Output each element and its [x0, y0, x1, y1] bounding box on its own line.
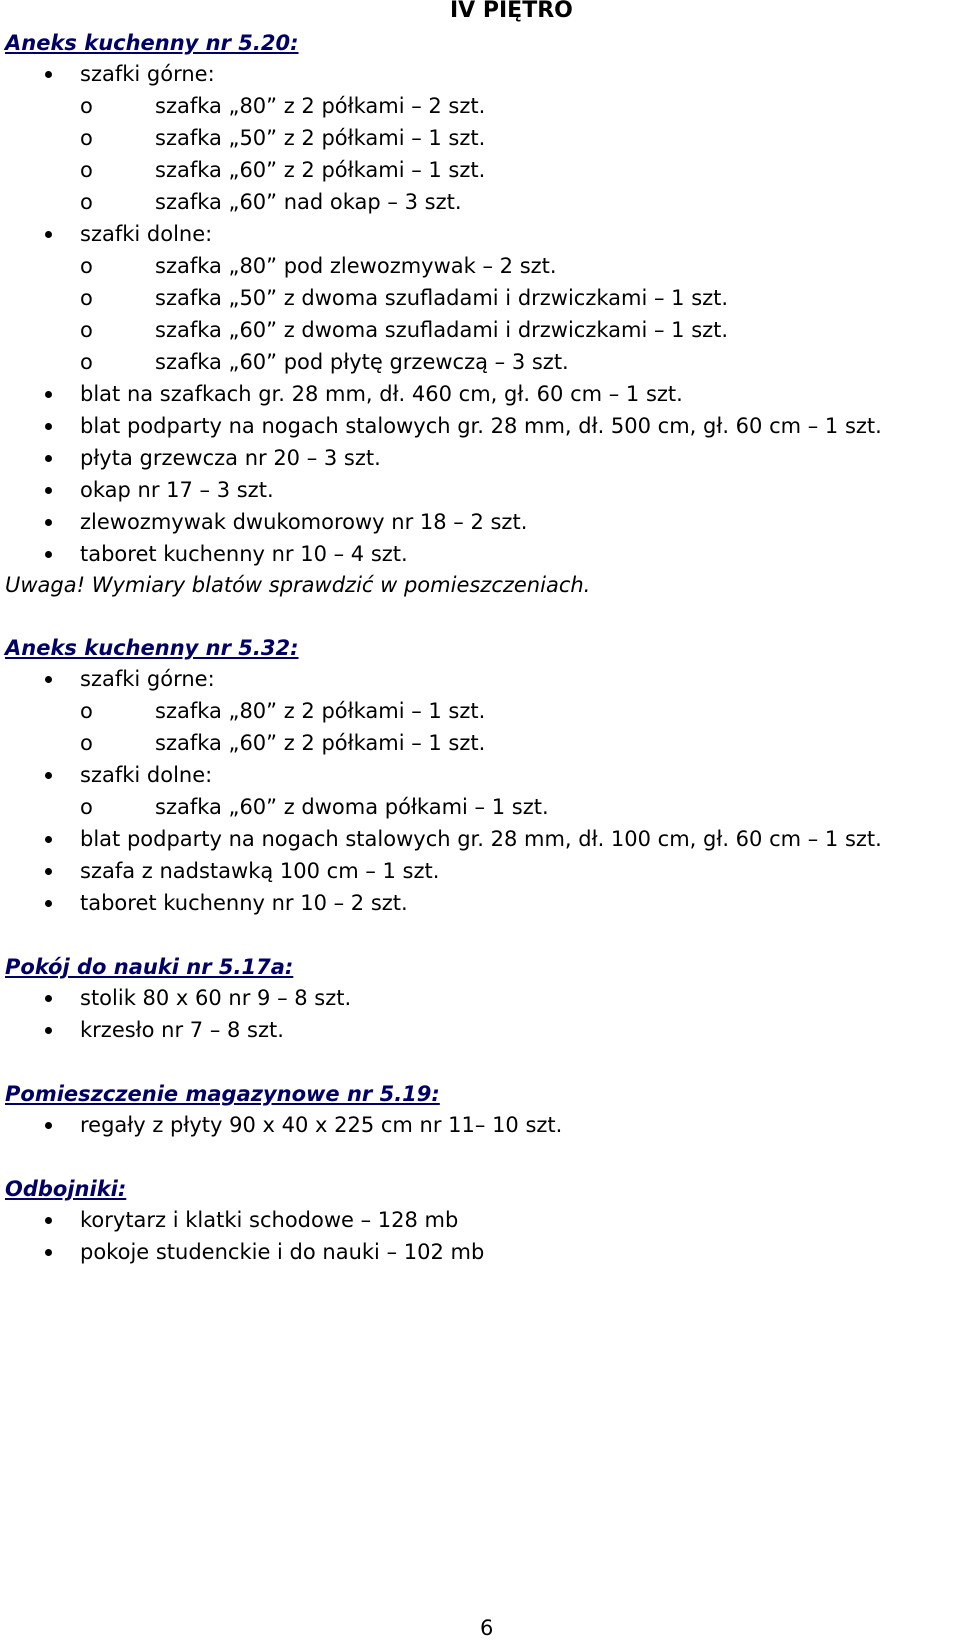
sub-list-item-text: szafka „80” z 2 półkami – 2 szt.: [155, 94, 486, 118]
sub-list-item-text: szafka „80” z 2 półkami – 1 szt.: [155, 699, 486, 723]
section-title: Aneks kuchenny nr 5.20:: [5, 31, 299, 55]
section-title: Pokój do nauki nr 5.17a:: [5, 955, 294, 979]
sub-list-item-text: szafka „60” z dwoma szufladami i drzwiczkami – 1 szt.: [155, 318, 729, 342]
sub-list-item: [80, 90, 955, 122]
circle-bullet-icon: o: [80, 190, 93, 214]
circle-bullet-icon: o: [80, 126, 93, 150]
list-item-text: szafki górne:: [80, 62, 215, 86]
bullet-icon: [45, 1122, 52, 1129]
bullet-icon: [45, 1027, 52, 1034]
list-item: [5, 663, 955, 759]
section: [5, 1079, 955, 1174]
list-item: [5, 1236, 955, 1268]
sub-list: [80, 250, 955, 378]
section: [5, 952, 955, 1079]
circle-bullet-icon: o: [80, 318, 93, 342]
sub-list-item-text: szafka „60” pod płytę grzewczą – 3 szt.: [155, 350, 569, 374]
page-header: IV PIĘTRO: [450, 0, 573, 23]
list-item: [5, 887, 955, 919]
bullet-icon: [45, 455, 52, 462]
list-item-text: taboret kuchenny nr 10 – 4 szt.: [80, 542, 408, 566]
sub-list-item: [80, 727, 955, 759]
item-list: [5, 1109, 955, 1141]
list-item-text: szafki dolne:: [80, 222, 213, 246]
list-item: [5, 538, 955, 570]
item-list: [5, 982, 955, 1046]
sub-list: [80, 695, 955, 759]
item-list: [5, 1204, 955, 1268]
sub-list-item: [80, 314, 955, 346]
list-item-text: taboret kuchenny nr 10 – 2 szt.: [80, 891, 408, 915]
list-item: [5, 442, 955, 474]
list-item-text: okap nr 17 – 3 szt.: [80, 478, 274, 502]
circle-bullet-icon: o: [80, 795, 93, 819]
list-item: [5, 982, 955, 1014]
list-item: [5, 506, 955, 538]
bullet-icon: [45, 676, 52, 683]
list-item-text: stolik 80 x 60 nr 9 – 8 szt.: [80, 986, 352, 1010]
sub-list-item-text: szafka „60” z 2 półkami – 1 szt.: [155, 158, 486, 182]
list-item: [5, 855, 955, 887]
list-item-text: blat na szafkach gr. 28 mm, dł. 460 cm, gł. 60 cm – 1 szt.: [80, 382, 683, 406]
document-body: [5, 28, 955, 1268]
list-item-text: blat podparty na nogach stalowych gr. 28 mm, dł. 500 cm, gł. 60 cm – 1 szt.: [80, 414, 882, 438]
list-item-text: regały z płyty 90 x 40 x 225 cm nr 11– 10 szt.: [80, 1113, 563, 1137]
bullet-icon: [45, 995, 52, 1002]
list-item: [5, 759, 955, 823]
bullet-icon: [45, 487, 52, 494]
list-item: [5, 1204, 955, 1236]
circle-bullet-icon: o: [80, 158, 93, 182]
section: [5, 28, 955, 633]
list-item-text: zlewozmywak dwukomorowy nr 18 – 2 szt.: [80, 510, 528, 534]
sub-list-item: [80, 346, 955, 378]
list-item-text: korytarz i klatki schodowe – 128 mb: [80, 1208, 459, 1232]
bullet-icon: [45, 519, 52, 526]
sub-list-item: [80, 154, 955, 186]
list-item: [5, 58, 955, 218]
section: [5, 633, 955, 952]
sub-list-item-text: szafka „60” z 2 półkami – 1 szt.: [155, 731, 486, 755]
circle-bullet-icon: o: [80, 254, 93, 278]
list-item-text: szafki górne:: [80, 667, 215, 691]
section-title: Aneks kuchenny nr 5.32:: [5, 636, 299, 660]
bullet-icon: [45, 900, 52, 907]
circle-bullet-icon: o: [80, 699, 93, 723]
list-item: [5, 474, 955, 506]
list-item: [5, 378, 955, 410]
list-item-text: szafki dolne:: [80, 763, 213, 787]
bullet-icon: [45, 423, 52, 430]
sub-list-item-text: szafka „60” nad okap – 3 szt.: [155, 190, 462, 214]
sub-list-item: [80, 791, 955, 823]
sub-list-item-text: szafka „80” pod zlewozmywak – 2 szt.: [155, 254, 557, 278]
sub-list: [80, 791, 955, 823]
bullet-icon: [45, 1249, 52, 1256]
list-item-text: blat podparty na nogach stalowych gr. 28 mm, dł. 100 cm, gł. 60 cm – 1 szt.: [80, 827, 882, 851]
bullet-icon: [45, 231, 52, 238]
list-item: [5, 410, 955, 442]
sub-list-item-text: szafka „50” z dwoma szufladami i drzwiczkami – 1 szt.: [155, 286, 729, 310]
list-item: [5, 218, 955, 378]
bullet-icon: [45, 391, 52, 398]
section-title: Pomieszczenie magazynowe nr 5.19:: [5, 1082, 440, 1106]
bullet-icon: [45, 1217, 52, 1224]
item-list: [5, 663, 955, 919]
circle-bullet-icon: o: [80, 286, 93, 310]
bullet-icon: [45, 868, 52, 875]
list-item: [5, 1109, 955, 1141]
sub-list-item: [80, 250, 955, 282]
bullet-icon: [45, 772, 52, 779]
section-title: Odbojniki:: [5, 1177, 127, 1201]
circle-bullet-icon: o: [80, 731, 93, 755]
bullet-icon: [45, 836, 52, 843]
list-item: [5, 823, 955, 855]
list-item-text: płyta grzewcza nr 20 – 3 szt.: [80, 446, 381, 470]
circle-bullet-icon: o: [80, 350, 93, 374]
circle-bullet-icon: o: [80, 94, 93, 118]
sub-list-item: [80, 282, 955, 314]
list-item: [5, 1014, 955, 1046]
sub-list: [80, 90, 955, 218]
sub-list-item: [80, 186, 955, 218]
sub-list-item: [80, 695, 955, 727]
item-list: [5, 58, 955, 570]
section: [5, 1174, 955, 1268]
sub-list-item-text: szafka „60” z dwoma półkami – 1 szt.: [155, 795, 549, 819]
bullet-icon: [45, 551, 52, 558]
note: Uwaga! Wymiary blatów sprawdzić w pomieszczeniach.: [5, 573, 591, 597]
list-item-text: pokoje studenckie i do nauki – 102 mb: [80, 1240, 485, 1264]
page-number: 6: [480, 1616, 494, 1640]
sub-list-item: [80, 122, 955, 154]
bullet-icon: [45, 71, 52, 78]
list-item-text: szafa z nadstawką 100 cm – 1 szt.: [80, 859, 440, 883]
sub-list-item-text: szafka „50” z 2 półkami – 1 szt.: [155, 126, 486, 150]
list-item-text: krzesło nr 7 – 8 szt.: [80, 1018, 284, 1042]
